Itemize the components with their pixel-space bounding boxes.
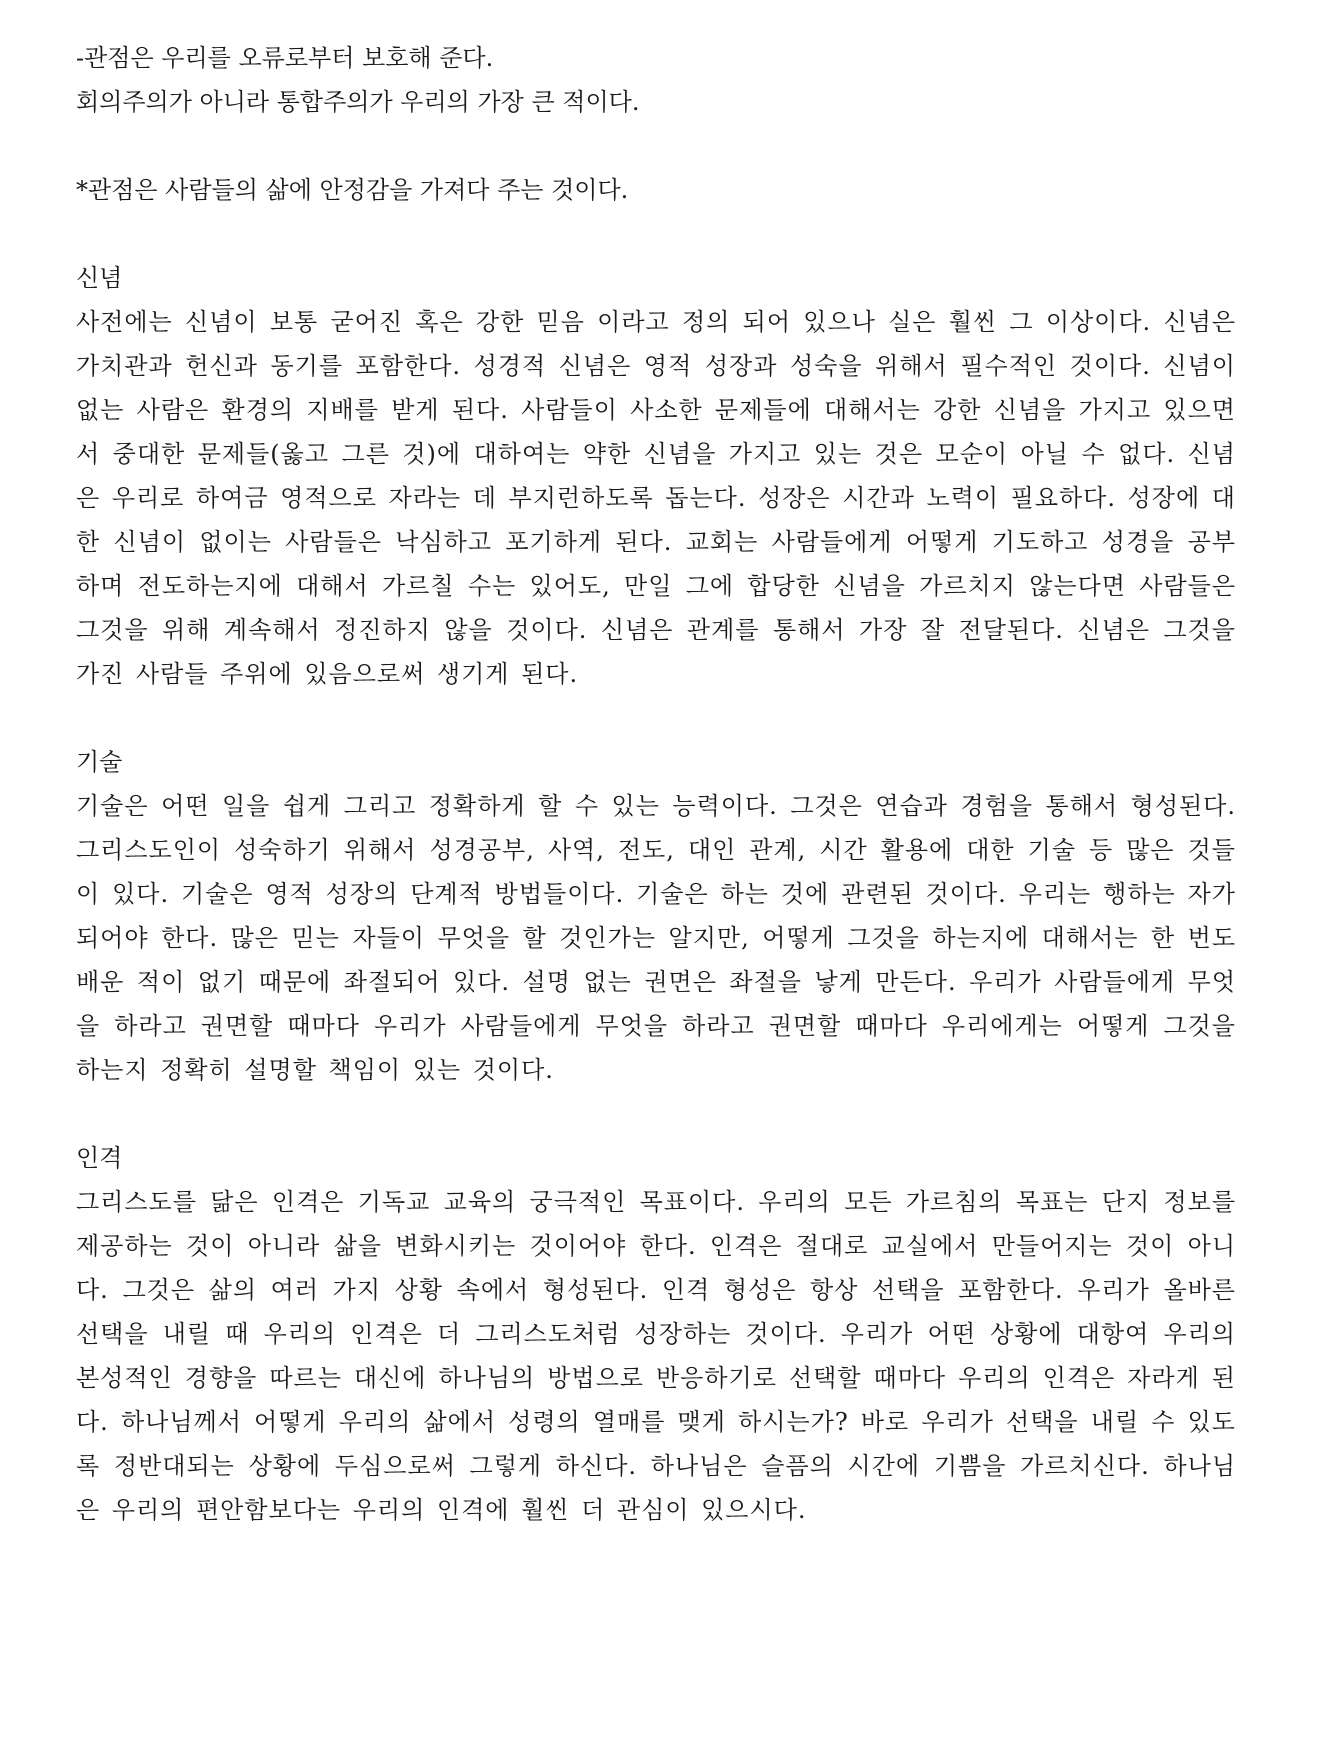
spacer <box>76 124 1236 168</box>
section-heading-skill: 기술 <box>76 748 123 776</box>
intro-line-1: -관점은 우리를 오류로부터 보호해 준다. <box>76 44 494 72</box>
section-body-belief: 사전에는 신념이 보통 굳어진 혹은 강한 믿음 이라고 정의 되어 있으나 실은 훨씬 그 이상이다. 신념은 가치관과 헌신과 동기를 포함한다. 성경적 신념은 영적 성장과 성숙을 위해서 필수적인 것이다. 신념이 없는 사람은 환경의 지배를 받게 된다. 사람들이 사소한 문제들에 대해서는 강한 신념을 가지고 있으면서 중대한 문제들(옳고 그른 것)에 대하여는 약한 신념을 가지고 있는 것은 모순이 아닐 수 없다. 신념은 우리로 하여금 영적으로 자라는 데 부지런하도록 돕는다. 성장은 시간과 노력이 필요하다. 성장에 대한 신념이 없이는 사람들은 낙심하고 포기하게 된다. 교회는 사람들에게 어떻게 기도하고 성경을 공부하며 전도하는지에 대해서 가르칠 수는 있어도, 만일 그에 합당한 신념을 가르치지 않는다면 사람들은 그것을 위해 계속해서 정진하지 않을 것이다. 신념은 관계를 통해서 가장 잘 전달된다. 신념은 그것을 가진 사람들 주위에 있음으로써 생기게 된다. <box>76 308 1236 688</box>
intro-line-2: 회의주의가 아니라 통합주의가 우리의 가장 큰 적이다. <box>76 88 640 116</box>
section-body-skill: 기술은 어떤 일을 쉽게 그리고 정확하게 할 수 있는 능력이다. 그것은 연습과 경험을 통해서 형성된다. 그리스도인이 성숙하기 위해서 성경공부, 사역, 전도, 대인 관계, 시간 활용에 대한 기술 등 많은 것들이 있다. 기술은 영적 성장의 단계적 방법들이다. 기술은 하는 것에 관련된 것이다. 우리는 행하는 자가 되어야 한다. 많은 믿는 자들이 무엇을 할 것인가는 알지만, 어떻게 그것을 하는지에 대해서는 한 번도 배운 적이 없기 때문에 좌절되어 있다. 설명 없는 권면은 좌절을 낳게 만든다. 우리가 사람들에게 무엇을 하라고 권면할 때마다 우리가 사람들에게 무엇을 하라고 권면할 때마다 우리에게는 어떻게 그것을 하는지 정확히 설명할 책임이 있는 것이다. <box>76 792 1236 1084</box>
section-body-character: 그리스도를 닮은 인격은 기독교 교육의 궁극적인 목표이다. 우리의 모든 가르침의 목표는 단지 정보를 제공하는 것이 아니라 삶을 변화시키는 것이어야 한다. 인격은 절대로 교실에서 만들어지는 것이 아니다. 그것은 삶의 여러 가지 상황 속에서 형성된다. 인격 형성은 항상 선택을 포함한다. 우리가 올바른 선택을 내릴 때 우리의 인격은 더 그리스도처럼 성장하는 것이다. 우리가 어떤 상황에 대항여 우리의 본성적인 경향을 따르는 대신에 하나님의 방법으로 반응하기로 선택할 때마다 우리의 인격은 자라게 된다. 하나님께서 어떻게 우리의 삶에서 성령의 열매를 맺게 하시는가? 바로 우리가 선택을 내릴 수 있도록 정반대되는 상황에 두심으로써 그렇게 하신다. 하나님은 슬픔의 시간에 기쁨을 가르치신다. 하나님은 우리의 편안함보다는 우리의 인격에 훨씬 더 관심이 있으시다. <box>76 1188 1236 1524</box>
intro-line-3: *관점은 사람들의 삶에 안정감을 가져다 주는 것이다. <box>76 176 629 204</box>
section-heading-character: 인격 <box>76 1144 123 1172</box>
spacer <box>76 212 1236 256</box>
document-page <box>76 36 1236 1532</box>
section-heading-belief: 신념 <box>76 264 123 292</box>
spacer <box>76 1092 1236 1136</box>
spacer <box>76 696 1236 740</box>
